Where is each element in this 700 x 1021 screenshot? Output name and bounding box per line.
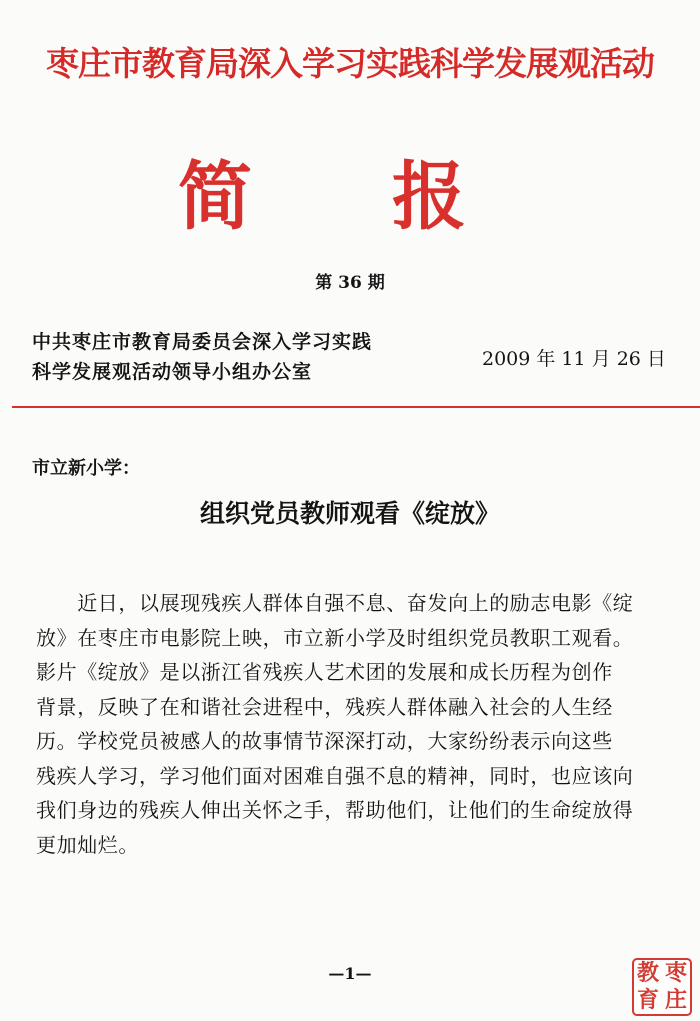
- page-number: —1—: [328, 964, 372, 983]
- article-title: 组织党员教师观看《绽放》: [199, 499, 500, 528]
- brief-title-left: 简: [178, 154, 252, 240]
- recipient: 市立新小学：: [32, 458, 140, 479]
- red-divider: [12, 406, 700, 408]
- article-body: [36, 586, 676, 862]
- body-line: 更加灿烂。: [36, 832, 139, 857]
- stamp-char: 教: [636, 960, 659, 986]
- body-line: 背景，反映了在和谐社会进程中，残疾人群体融入社会的人生经: [36, 694, 613, 719]
- body-line: 放》在枣庄市电影院上映，市立新小学及时组织党员教职工观看。: [36, 625, 634, 650]
- brief-title-right: 报: [392, 154, 466, 240]
- body-line: 我们身边的残疾人伸出关怀之手，帮助他们，让他们的生命绽放得: [36, 798, 634, 822]
- issuer-line-2: 科学发展观活动领导小组办公室: [32, 361, 313, 383]
- issue-number: 第 36 期: [315, 273, 385, 293]
- stamp-char: 育: [636, 987, 659, 1013]
- stamp-char: 庄: [664, 987, 687, 1013]
- org-title: 枣庄市教育局深入学习实践科学发展观活动: [46, 44, 654, 83]
- body-line: 影片《绽放》是以浙江省残疾人艺术团的发展和成长历程为创作: [36, 660, 613, 684]
- body-line: 残疾人学习，学习他们面对困难自强不息的精神，同时，也应该向: [36, 763, 634, 788]
- stamp-char: 枣: [664, 960, 687, 986]
- issuer-block: [32, 327, 372, 387]
- body-line: 近日，以展现残疾人群体自强不息、奋发向上的励志电影《绽: [36, 591, 634, 615]
- red-seal-stamp: [632, 958, 692, 1016]
- issue-date: 2009 年 11 月 26 日: [482, 348, 666, 370]
- body-line: 历。学校党员被感人的故事情节深深打动，大家纷纷表示向这些: [36, 729, 613, 753]
- issuer-line-1: 中共枣庄市教育局委员会深入学习实践: [32, 331, 373, 353]
